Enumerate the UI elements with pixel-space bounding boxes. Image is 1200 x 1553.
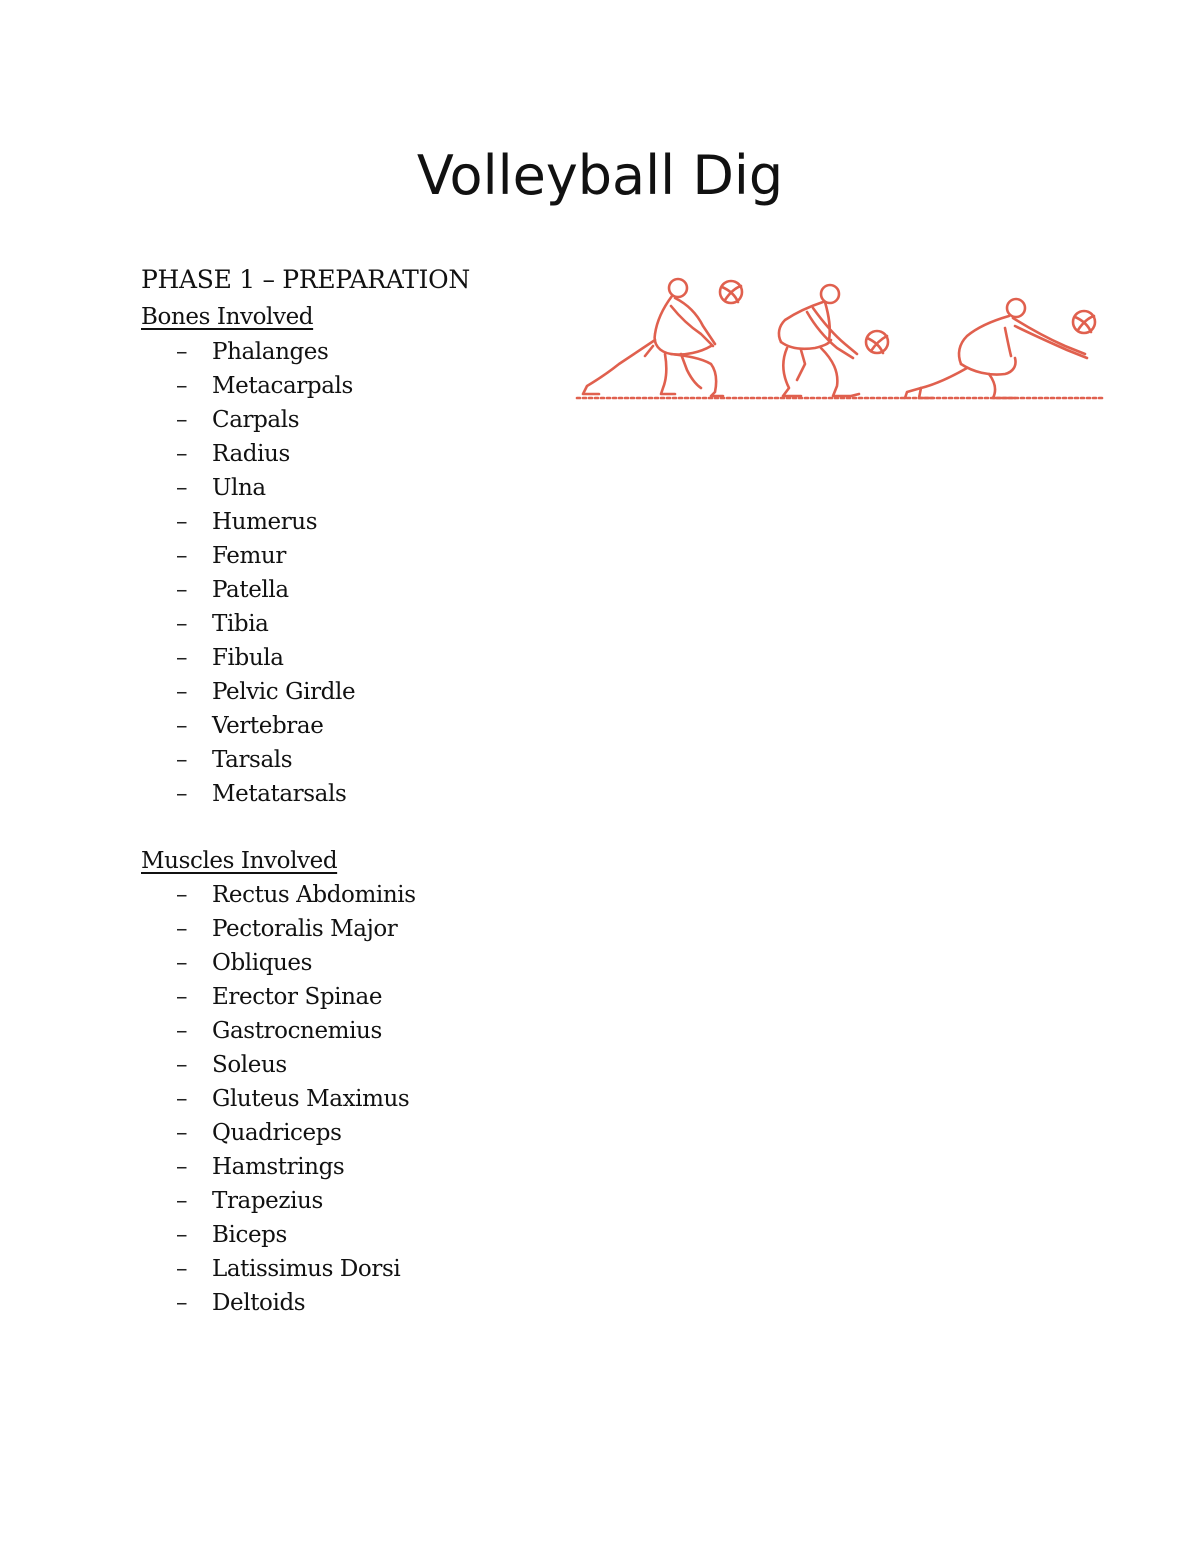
list-item-text: Deltoids: [212, 1290, 306, 1316]
list-item-text: Obliques: [212, 950, 313, 976]
list-item-text: Gastrocnemius: [212, 1018, 382, 1044]
bone-list-item: [176, 471, 355, 505]
dash-bullet: –: [176, 1052, 188, 1078]
dash-bullet: –: [176, 1120, 188, 1146]
list-item-text: Rectus Abdominis: [212, 882, 416, 908]
page-title: Volleyball Dig: [416, 144, 784, 207]
list-item-text: Metacarpals: [212, 373, 353, 399]
bone-list-item: [176, 675, 355, 709]
list-item-text: Fibula: [212, 645, 284, 671]
dash-bullet: –: [176, 1154, 188, 1180]
dash-bullet: –: [176, 984, 188, 1010]
list-item-text: Humerus: [212, 509, 318, 535]
muscle-list-item: [176, 980, 416, 1014]
list-item-text: Gluteus Maximus: [212, 1086, 410, 1112]
dash-bullet: –: [176, 1018, 188, 1044]
list-item-text: Vertebrae: [212, 713, 324, 739]
dash-bullet: –: [176, 407, 188, 433]
bones-heading: Bones Involved: [141, 304, 314, 330]
bone-list-item: [176, 539, 355, 573]
list-item-text: Pectoralis Major: [212, 916, 398, 942]
dash-bullet: –: [176, 747, 188, 773]
phase-heading: PHASE 1 – PREPARATION: [141, 265, 470, 294]
player-kneel-figure: [905, 299, 1087, 398]
list-item-text: Hamstrings: [212, 1154, 345, 1180]
list-item-text: Quadriceps: [212, 1120, 342, 1146]
player-crouch-figure: [779, 285, 859, 396]
list-item-text: Erector Spinae: [212, 984, 383, 1010]
bone-list-item: [176, 777, 355, 811]
player-lunge-figure: [583, 279, 723, 396]
muscles-heading: Muscles Involved: [141, 848, 338, 874]
muscle-list-item: [176, 1252, 416, 1286]
list-item-text: Biceps: [212, 1222, 287, 1248]
bone-list-item: [176, 641, 355, 675]
bones-list: [176, 335, 355, 811]
dash-bullet: –: [176, 882, 188, 908]
dash-bullet: –: [176, 916, 188, 942]
list-item-text: Phalanges: [212, 339, 329, 365]
dash-bullet: –: [176, 1086, 188, 1112]
list-item-text: Tarsals: [212, 747, 293, 773]
list-item-text: Ulna: [212, 475, 266, 501]
muscle-list-item: [176, 1286, 416, 1320]
dash-bullet: –: [176, 373, 188, 399]
dash-bullet: –: [176, 611, 188, 637]
list-item-text: Metatarsals: [212, 781, 347, 807]
bone-list-item: [176, 743, 355, 777]
muscle-list-item: [176, 1184, 416, 1218]
list-item-text: Radius: [212, 441, 290, 467]
dash-bullet: –: [176, 441, 188, 467]
muscle-list-item: [176, 1116, 416, 1150]
dash-bullet: –: [176, 1290, 188, 1316]
dash-bullet: –: [176, 679, 188, 705]
muscles-list: [176, 878, 416, 1320]
bone-list-item: [176, 403, 355, 437]
dash-bullet: –: [176, 1256, 188, 1282]
dash-bullet: –: [176, 1188, 188, 1214]
dash-bullet: –: [176, 543, 188, 569]
muscle-list-item: [176, 912, 416, 946]
dash-bullet: –: [176, 781, 188, 807]
bone-list-item: [176, 335, 355, 369]
bone-list-item: [176, 573, 355, 607]
dash-bullet: –: [176, 577, 188, 603]
list-item-text: Soleus: [212, 1052, 287, 1078]
muscle-list-item: [176, 1082, 416, 1116]
dash-bullet: –: [176, 475, 188, 501]
dash-bullet: –: [176, 950, 188, 976]
muscle-list-item: [176, 1218, 416, 1252]
list-item-text: Femur: [212, 543, 286, 569]
dash-bullet: –: [176, 713, 188, 739]
dash-bullet: –: [176, 1222, 188, 1248]
list-item-text: Pelvic Girdle: [212, 679, 356, 705]
bone-list-item: [176, 505, 355, 539]
list-item-text: Patella: [212, 577, 289, 603]
muscle-list-item: [176, 1150, 416, 1184]
dash-bullet: –: [176, 645, 188, 671]
bone-list-item: [176, 709, 355, 743]
muscle-list-item: [176, 946, 416, 980]
dash-bullet: –: [176, 509, 188, 535]
dash-bullet: –: [176, 339, 188, 365]
list-item-text: Tibia: [212, 611, 269, 637]
list-item-text: Trapezius: [212, 1188, 323, 1214]
volleyball-dig-illustration: [575, 268, 1105, 408]
list-item-text: Carpals: [212, 407, 300, 433]
bone-list-item: [176, 607, 355, 641]
muscle-list-item: [176, 1014, 416, 1048]
bone-list-item: [176, 437, 355, 471]
list-item-text: Latissimus Dorsi: [212, 1256, 401, 1282]
muscle-list-item: [176, 1048, 416, 1082]
muscle-list-item: [176, 878, 416, 912]
bone-list-item: [176, 369, 355, 403]
